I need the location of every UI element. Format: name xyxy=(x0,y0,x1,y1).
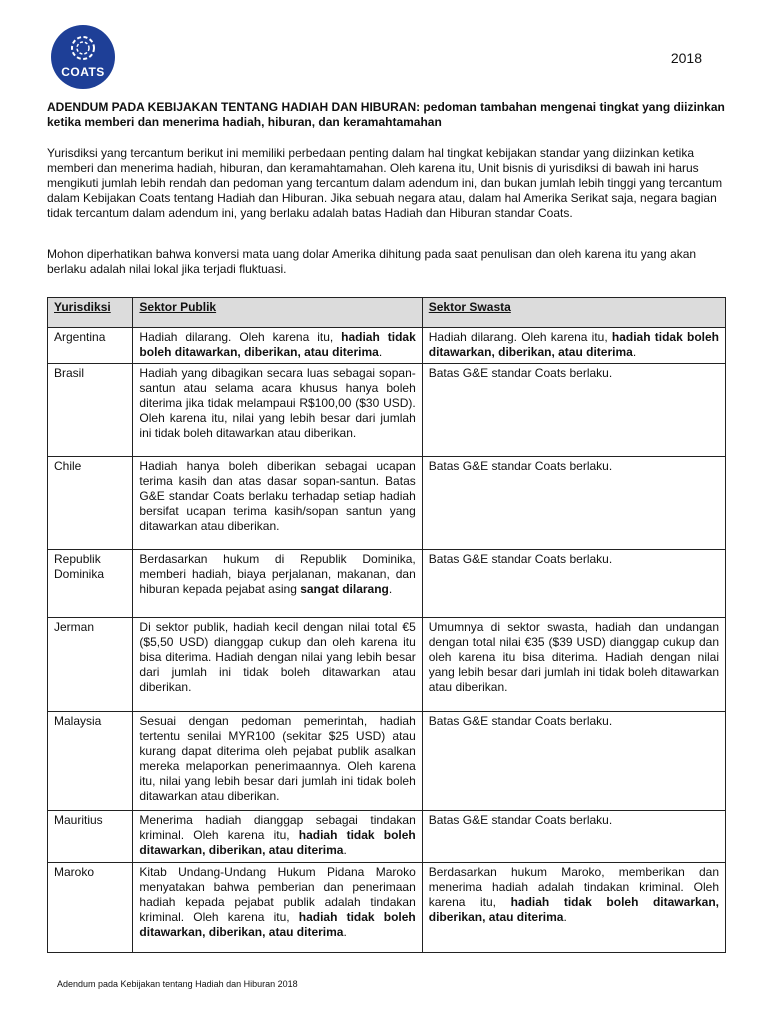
cell-text: Umumnya di sektor swasta, hadiah dan undangan dengan total nilai €35 ($39 USD) dianggap cukup dan oleh karena itu bisa diterima. Hadiah dengan nilai yang lebih besar dari jumlah ini tidak boleh ditawarkan atau diberikan. xyxy=(428,620,719,694)
cell-text: Hadiah dilarang. Oleh karena itu, xyxy=(428,330,612,344)
cell-text: Berdasarkan hukum di Republik Dominika, memberi hadiah, biaya perjalanan, makanan, dan hiburan kepada pejabat asing xyxy=(139,552,416,596)
header-public-sector: Sektor Publik xyxy=(133,298,422,328)
emphasis-text: hadiah tidak boleh ditawarkan, diberikan, atau diterima xyxy=(428,895,719,924)
jurisdiction-cell: Brasil xyxy=(48,364,133,457)
jurisdiction-cell: Argentina xyxy=(48,328,133,364)
public-sector-cell xyxy=(133,550,422,618)
public-sector-cell xyxy=(133,811,422,863)
private-sector-cell xyxy=(422,811,725,863)
public-sector-cell xyxy=(133,618,422,712)
public-sector-cell xyxy=(133,328,422,364)
emphasis-text: hadiah tidak boleh ditawarkan, diberikan, atau diterima xyxy=(428,330,719,359)
private-sector-cell xyxy=(422,550,725,618)
cell-text: Hadiah hanya boleh diberikan sebagai ucapan terima kasih dan atas dasar sopan-santun. Batas G&E standar Coats berlaku terhadap setiap hadiah bersifat ucapan terima kasih/sopan santun yang ditawarkan atau diberikan. xyxy=(139,459,416,533)
emphasis-text: hadiah tidak boleh ditawarkan, diberikan, atau diterima xyxy=(139,910,416,939)
private-sector-cell xyxy=(422,328,725,364)
cell-text: . xyxy=(563,910,567,924)
document-title: ADENDUM PADA KEBIJAKAN TENTANG HADIAH DAN HIBURAN: pedoman tambahan mengenai tingkat yang diizinkan ketika memberi dan menerima hadiah, hiburan, dan keramahtamahan xyxy=(47,100,725,129)
emphasis-text: hadiah tidak boleh ditawarkan, diberikan, atau diterima xyxy=(139,330,416,359)
cell-text: . xyxy=(343,925,347,939)
header-jurisdiction: Yurisdiksi xyxy=(48,298,133,328)
header-private-sector: Sektor Swasta xyxy=(422,298,725,328)
document-year: 2018 xyxy=(670,50,702,66)
jurisdiction-cell: Jerman xyxy=(48,618,133,712)
page-footer: Adendum pada Kebijakan tentang Hadiah dan Hiburan 2018 xyxy=(57,979,298,989)
table-row xyxy=(48,457,726,550)
currency-note-paragraph: Mohon diperhatikan bahwa konversi mata uang dolar Amerika dihitung pada saat penulisan dan oleh karena itu yang akan berlaku adalah nilai lokal jika terjadi fluktuasi. xyxy=(47,247,697,276)
table-row xyxy=(48,712,726,811)
private-sector-cell xyxy=(422,364,725,457)
table-row xyxy=(48,550,726,618)
cell-text: . xyxy=(632,345,637,359)
cell-text: Batas G&E standar Coats berlaku. xyxy=(428,459,613,473)
table-row xyxy=(48,328,726,364)
cell-text: Hadiah dilarang. Oleh karena itu, xyxy=(139,330,342,344)
cell-text: Batas G&E standar Coats berlaku. xyxy=(428,813,613,827)
private-sector-cell xyxy=(422,863,725,953)
jurisdiction-cell: Maroko xyxy=(48,863,133,953)
public-sector-cell xyxy=(133,457,422,550)
cell-text: Sesuai dengan pedoman pemerintah, hadiah tertentu senilai MYR100 (sekitar $25 USD) atau kurang dapat diterima oleh pejabat publik asalkan mereka melaporkan penerimaannya. Oleh karena itu, nilai yang lebih besar dari jumlah ini tidak boleh ditawarkan atau diberikan. xyxy=(139,714,416,803)
public-sector-cell xyxy=(133,863,422,953)
table-row xyxy=(48,364,726,457)
private-sector-cell xyxy=(422,457,725,550)
jurisdiction-cell: Chile xyxy=(48,457,133,550)
emphasis-text: hadiah tidak boleh ditawarkan, diberikan, atau diterima xyxy=(139,828,416,857)
table-header-row xyxy=(48,298,726,328)
cell-text: Kitab Undang-Undang Hukum Pidana Maroko menyatakan bahwa pemberian dan penerimaan hadiah kepada pejabat publik adalah tindakan kriminal. Oleh karena itu, xyxy=(139,865,416,924)
jurisdiction-cell: Republik Dominika xyxy=(48,550,133,618)
chain-ring-icon xyxy=(65,31,101,65)
cell-text: Menerima hadiah dianggap sebagai tindakan kriminal. Oleh karena itu, xyxy=(139,813,416,842)
private-sector-cell xyxy=(422,618,725,712)
cell-text: . xyxy=(378,345,383,359)
table-row xyxy=(48,811,726,863)
table-row xyxy=(48,863,726,953)
cell-text: . xyxy=(388,582,393,596)
cell-text: Batas G&E standar Coats berlaku. xyxy=(428,714,613,728)
intro-paragraph: Yurisdiksi yang tercantum berikut ini memiliki perbedaan penting dalam hal tingkat kebijakan standar yang diizinkan ketika memberi dan menerima hadiah, hiburan, dan keramahtamahan. Oleh karena itu, Unit bisnis di yurisdiksi di bawah ini harus mengikuti jumlah lebih rendah dan pedoman yang tercantum dalam adendum ini, dan bukan jumlah lebih tinggi yang tercantum dalam Kebijakan Coats tentang Hadiah dan Hiburan. Jika sebuah negara atau, dalam hal Amerika Serikat saja, negara bagian tidak tercantum dalam adendum ini, yang berlaku adalah batas Hadiah dan Hiburan standar Coats. xyxy=(47,146,723,220)
logo-text: COATS xyxy=(61,65,105,79)
cell-text: Batas G&E standar Coats berlaku. xyxy=(428,552,613,566)
jurisdiction-cell: Mauritius xyxy=(48,811,133,863)
cell-text: Hadiah yang dibagikan secara luas sebagai sopan-santun atau selama acara khusus hanya boleh diterima jika tidak melampaui R$100,00 ($30 USD). Oleh karena itu, nilai yang lebih besar dari jumlah ini tidak boleh ditawarkan atau diberikan. xyxy=(139,366,416,440)
table-row xyxy=(48,618,726,712)
public-sector-cell xyxy=(133,364,422,457)
cell-text: . xyxy=(343,843,347,857)
jurisdiction-cell: Malaysia xyxy=(48,712,133,811)
public-sector-cell xyxy=(133,712,422,811)
cell-text: Berdasarkan hukum Maroko, memberikan dan menerima hadiah adalah tindakan kriminal. Oleh karena itu, xyxy=(428,865,719,909)
emphasis-text: sangat dilarang xyxy=(300,582,389,596)
jurisdiction-table xyxy=(47,297,726,953)
coats-logo xyxy=(51,25,115,89)
private-sector-cell xyxy=(422,712,725,811)
cell-text: Di sektor publik, hadiah kecil dengan nilai total €5 ($5,50 USD) dianggap cukup dan oleh karena itu bisa diterima. Hadiah dengan nilai yang lebih besar dari jumlah ini tidak boleh ditawarkan atau diberikan. xyxy=(139,620,416,694)
cell-text: Batas G&E standar Coats berlaku. xyxy=(428,366,613,380)
